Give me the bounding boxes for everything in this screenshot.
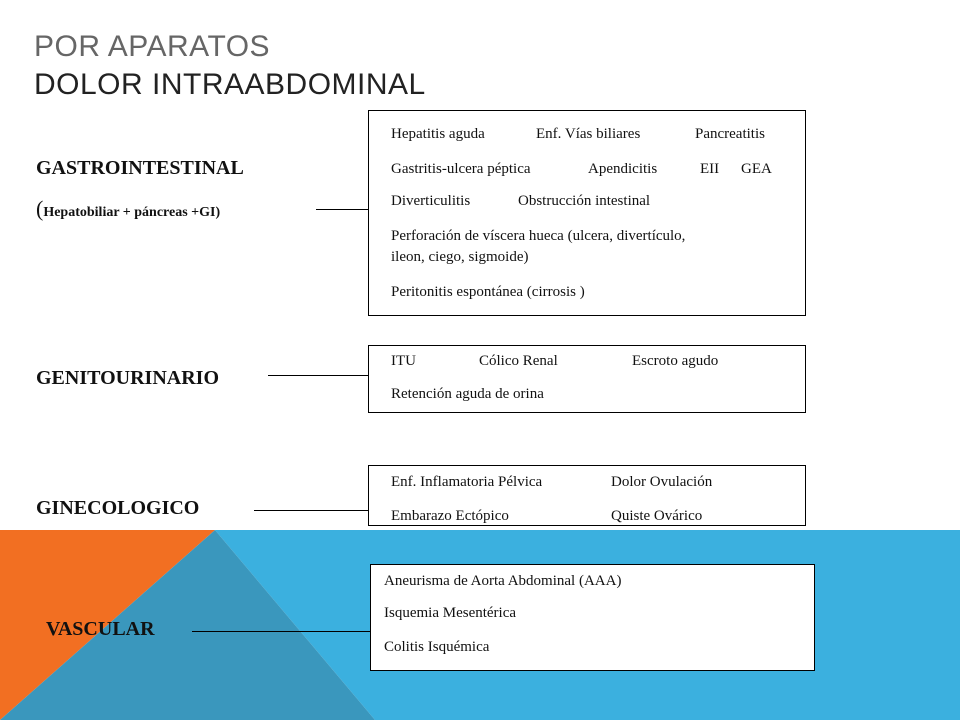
item-gastritis: Gastritis-ulcera péptica (391, 161, 531, 177)
item-enf-inflamatoria-pelvica: Enf. Inflamatoria Pélvica (391, 474, 543, 490)
box-ginecologico (368, 465, 806, 526)
category-sublabel-gastrointestinal (36, 196, 220, 222)
item-apendicitis: Apendicitis (588, 161, 658, 177)
item-eii: EII (700, 161, 720, 177)
item-retencion-orina: Retención aguda de orina (391, 386, 544, 402)
category-label-vascular: VASCULAR (46, 618, 155, 640)
item-quiste-ovarico: Quiste Ovárico (611, 508, 703, 524)
item-diverticulitis: Diverticulitis (391, 193, 471, 209)
item-perforacion-line-2: ileon, ciego, sigmoide) (391, 249, 529, 265)
item-pancreatitis: Pancreatitis (695, 126, 765, 142)
item-perforacion-line-1: Perforación de víscera hueca (ulcera, divertículo, (391, 228, 686, 244)
category-label-ginecologico: GINECOLOGICO (36, 497, 200, 519)
item-hepatitis: Hepatitis aguda (391, 126, 485, 142)
item-dolor-ovulacion: Dolor Ovulación (611, 474, 713, 490)
category-label-genitourinario: GENITOURINARIO (36, 367, 219, 389)
title-line-1: POR APARATOS (34, 30, 271, 63)
item-aneurisma-aorta: Aneurisma de Aorta Abdominal (AAA) (384, 573, 622, 589)
item-itu: ITU (391, 353, 416, 369)
connector-line-ginecologico (254, 510, 368, 511)
item-isquemia-mesenterica: Isquemia Mesentérica (384, 605, 517, 621)
connector-line-vascular (192, 631, 370, 632)
item-colico-renal: Cólico Renal (479, 353, 558, 369)
title-line-2: DOLOR INTRAABDOMINAL (34, 68, 426, 101)
item-obstruccion: Obstrucción intestinal (518, 193, 651, 209)
item-escroto-agudo: Escroto agudo (632, 353, 719, 369)
item-colitis-isquemica: Colitis Isquémica (384, 639, 490, 655)
sublabel-close-paren: ) (215, 205, 221, 220)
box-gastrointestinal (368, 110, 806, 316)
item-vias-biliares: Enf. Vías biliares (536, 126, 641, 142)
sublabel-text: Hepatobiliar + páncreas +GI (43, 205, 216, 220)
box-genitourinario (368, 345, 806, 413)
box-vascular (370, 564, 815, 671)
sublabel-open-paren: ( (36, 196, 44, 221)
category-label-gastrointestinal: GASTROINTESTINAL (36, 157, 244, 179)
slide-title (34, 28, 426, 104)
item-peritonitis: Peritonitis espontánea (cirrosis ) (391, 284, 585, 300)
item-embarazo-ectopico: Embarazo Ectópico (391, 508, 509, 524)
item-gea: GEA (741, 161, 772, 177)
connector-line-gastrointestinal (316, 209, 368, 210)
connector-line-genitourinario (268, 375, 368, 376)
